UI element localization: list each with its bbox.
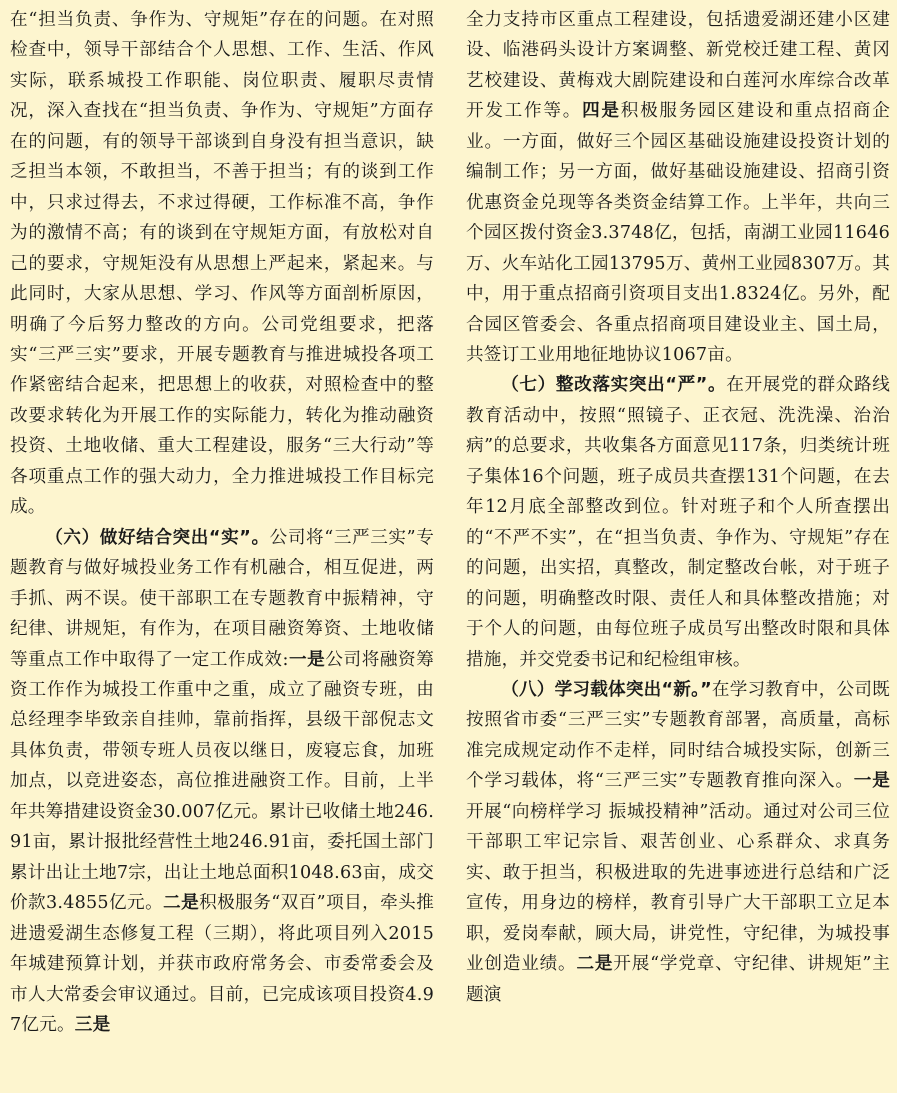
paragraph-continued bbox=[466, 5, 890, 370]
paragraph-text: 在“担当负责、争作为、守规矩”存在的问题。在对照检查中，领导干部结合个人思想、工作、生活、作风实际，联系城投工作职能、岗位职责、履职尽责情况，深入查找在“担当负责、争作为、守规矩”方面存在的问题，有的领导干部谈到自身没有担当意识，缺乏担当本领，不敢担当，不善于担当；有的谈到工作中，只求过得去，不求过得硬，工作标准不高，争作为的激情不高；有的谈到在守规矩方面，有放松对自己的要求，守规矩没有从思想上严起来，紧起来。与此同时，大家从思想、学习、作风等方面剖析原因，明确了今后努力整改的方向。公司党组要求，把落实“三严三实”要求，开展专题教育与推进城投各项工作紧密结合起来，把思想上的收获，对照检查中的整改要求转化为开展工作的实际能力，转化为推动融资投资、土地收储、重大工程建设，服务“三大行动”等各项重点工作的强大动力，全力推进城投工作目标完成。 bbox=[10, 10, 434, 518]
paragraph-text: 在开展党的群众路线教育活动中，按照“照镜子、正衣冠、洗洗澡、治治病”的总要求，共收集各方面意见117条，归类统计班子集体16个问题，班子成员共查摆131个问题，在去年12月底全部整改到位。针对班子和个人所查摆出的“不严不实”，在“担当负责、争作为、守规矩”存在的问题，出实招，真整改，制定整改台帐，对于班子的问题，明确整改时限、责任人和具体整改措施；对于个人的问题，由每位班子成员写出整改时限和具体措施，并交党委书记和纪检组审核。 bbox=[466, 375, 890, 670]
item-marker-three: 三是 bbox=[74, 1014, 111, 1035]
item-marker-one: 一是 bbox=[853, 771, 890, 792]
paragraph-text: 开展“学党章、守纪律、讲规矩”主题演 bbox=[466, 954, 890, 1005]
paragraph-section-six bbox=[10, 523, 434, 1041]
left-column bbox=[10, 5, 434, 1040]
paragraph-text: 开展“向榜样学习 振城投精神”活动。通过对公司三位干部职工牢记宗旨、艰苦创业、心系群众、求真务实、敢于担当，积极进取的先进事迹进行总结和广泛宣传，用身边的榜样，教育引导广大干部职工立足本职，爱岗奉献，顾大局，讲党性，守纪律，为城投事业创造业绩。 bbox=[466, 801, 890, 975]
paragraph-section-eight bbox=[466, 675, 890, 1010]
paragraph-text: 公司将融资筹资工作作为城投工作重中之重，成立了融资专班，由总经理李毕致亲自挂帅，靠前指挥，县级干部倪志文具体负责，带领专班人员夜以继日，废寝忘食，加班加点，以竞进姿态，高位推进融资工作。目前，上半年共筹措建设资金30.007亿元。累计已收储土地246.91亩，累计报批经营性土地246.91亩，委托国土部门累计出让土地7宗，出让土地总面积1048.63亩，成交价款3.4855亿元。 bbox=[10, 649, 434, 914]
item-marker-two: 二是 bbox=[576, 954, 614, 975]
item-marker-four: 四是 bbox=[582, 101, 621, 122]
paragraph-text: 公司将“三严三实”专题教育与做好城投业务工作有机融合，相互促进，两手抓、两不误。使干部职工在专题教育中振精神，守纪律、讲规矩，有作为，在项目融资筹资、土地收储等重点工作中取得了一定工作成效: bbox=[10, 527, 434, 670]
section-heading-eight: （八）学习载体突出“新。” bbox=[501, 679, 712, 700]
paragraph-text: 全力支持市区重点工程建设，包括遗爱湖还建小区建设、临港码头设计方案调整、新党校迁建工程、黄冈艺校建设、黄梅戏大剧院建设和白莲河水库综合改革开发工作等。 bbox=[466, 10, 890, 122]
section-heading-six: （六）做好结合突出“实”。 bbox=[45, 527, 270, 548]
item-marker-two: 二是 bbox=[163, 893, 200, 914]
paragraph-section-seven bbox=[466, 370, 890, 675]
paragraph-text: 积极服务“双百”项目，牵头推进遗爱湖生态修复工程（三期），将此项目列入2015年城建预算计划，并获市政府常务会、市委常委会及市人大常委会审议通过。目前，已完成该项目投资4.97亿元。 bbox=[10, 893, 434, 1035]
paragraph-issues-reflection bbox=[10, 5, 434, 523]
right-column bbox=[466, 5, 890, 1010]
paragraph-text: 积极服务园区建设和重点招商企业。一方面，做好三个园区基础设施建设投资计划的编制工作；另一方面，做好基础设施建设、招商引资优惠资金兑现等各类资金结算工作。上半年，共向三个园区拨付资金3.3748亿，包括，南湖工业园11646万、火车站化工园13795万、黄州工业园8307万。其中，用于重点招商引资项目支出1.8324亿。另外，配合园区管委会、各重点招商项目建设业主、国土局，共签订工业用地征地协议1067亩。 bbox=[466, 101, 890, 365]
item-marker-one: 一是 bbox=[288, 649, 326, 670]
section-heading-seven: （七）整改落实突出“严”。 bbox=[501, 375, 727, 396]
paragraph-text: 在学习教育中，公司既按照省市委“三严三实”专题教育部署，高质量，高标准完成规定动作不走样，同时结合城投实际，创新三个学习载体，将“三严三实”专题教育推向深入。 bbox=[466, 679, 890, 792]
